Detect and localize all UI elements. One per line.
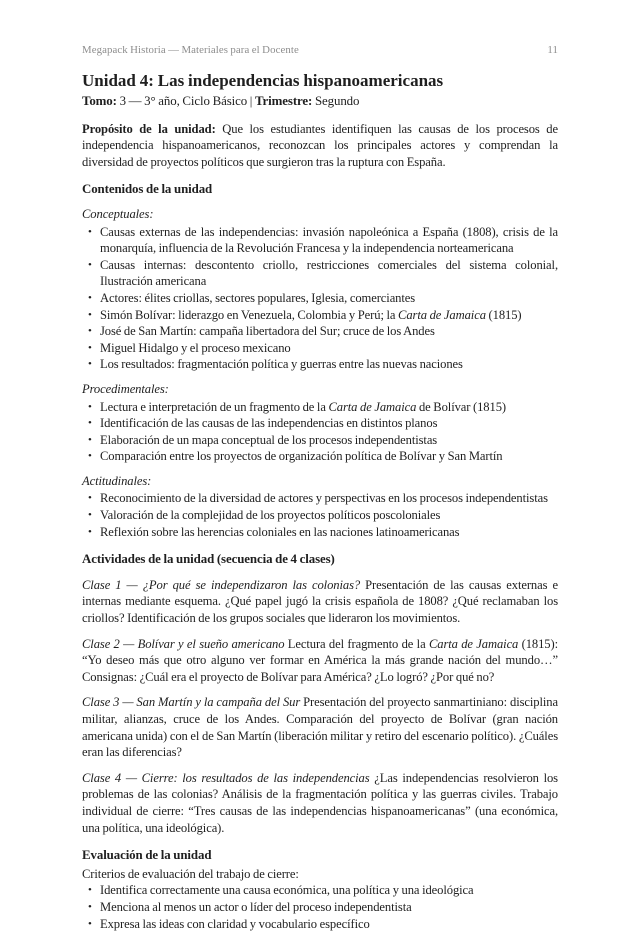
bullet-text	[100, 324, 435, 338]
bullet-icon: •	[88, 433, 92, 446]
bullet-text	[100, 258, 558, 289]
italic-text-run: Clase 4 — Cierre: los resultados de las independencias	[82, 770, 370, 785]
bullet-item	[82, 257, 558, 290]
bullet-item	[82, 290, 558, 307]
content-group-conceptuales	[82, 206, 558, 373]
bullet-item	[82, 899, 558, 916]
bullet-item	[82, 399, 558, 416]
bullet-item	[82, 507, 558, 524]
text-run: ¿Las independencias resolvieron los problemas de las colonias? Análisis de la fragmentación política y las guerras civiles. Trabajo individual de cierre: “Tres causas de las independencias hispanoamericanas” (una económica, una política, una ideológica).	[82, 770, 558, 835]
section-heading-actividades: Actividades de la unidad (secuencia de 4 clases)	[82, 552, 335, 567]
text-run: Reflexión sobre las herencias coloniales en las naciones latinoamericanas	[100, 524, 460, 539]
italic-text-run: Carta de Jamaica	[328, 399, 417, 414]
bullet-icon: •	[88, 492, 92, 505]
text-run: Actores: élites criollas, sectores populares, Iglesia, comerciantes	[100, 290, 416, 305]
bullet-icon: •	[88, 258, 92, 271]
bullet-item	[82, 340, 558, 357]
bullet-icon: •	[88, 884, 92, 897]
bullet-icon: •	[88, 509, 92, 522]
text-run: Identificación de las causas de las independencias en distintos planos	[100, 416, 438, 431]
bullet-icon: •	[88, 325, 92, 338]
bullet-text	[100, 508, 440, 522]
bullet-item	[82, 415, 558, 432]
group-label-actitudinales: Actitudinales:	[82, 473, 152, 488]
bullet-item	[82, 432, 558, 449]
bold-text-run: Trimestre:	[255, 94, 313, 108]
bold-text-run: Tomo:	[82, 94, 117, 108]
bullet-icon: •	[88, 450, 92, 463]
bullet-item	[82, 882, 558, 899]
text-run: (1815): “Yo deseo más que otro alguno ver formar en América la más grande nación del mundo…” Consignas: ¿Cuál era el proyecto de Bolívar para América? ¿Lo logró? ¿Por qué no?	[82, 636, 559, 684]
bullet-text	[100, 341, 291, 355]
text-run: de Bolívar (1815)	[416, 399, 506, 414]
actitudinales-list	[82, 490, 558, 540]
bullet-item	[82, 307, 558, 324]
clase-1-paragraph	[82, 577, 558, 627]
bullet-text	[100, 291, 415, 305]
group-label-procedimentales: Procedimentales:	[82, 381, 169, 396]
unit-purpose	[82, 121, 558, 171]
bold-text-run: Propósito de la unidad:	[82, 121, 216, 136]
bullet-text: Identifica correctamente una causa económica, una política y una ideológica	[100, 883, 474, 898]
bullet-text	[100, 357, 463, 371]
bullet-text: Expresa las ideas con claridad y vocabulario específico	[100, 916, 370, 931]
text-run: Reconocimiento de la diversidad de actores y perspectivas en los procesos independentistas	[100, 491, 548, 506]
bullet-text	[100, 416, 437, 430]
bullet-text	[100, 491, 548, 505]
bullet-text	[100, 225, 558, 256]
procedimentales-list	[82, 399, 558, 465]
bullet-text: Menciona al menos un actor o líder del proceso independentista	[100, 899, 412, 914]
bullet-item	[82, 524, 558, 541]
section-heading-evaluacion: Evaluación de la unidad	[82, 848, 212, 863]
text-run: Causas internas: descontento criollo, restricciones comerciales del sistema colonial, Ilustración americana	[100, 257, 558, 289]
italic-text-run: Carta de Jamaica	[428, 636, 519, 651]
running-header	[82, 44, 558, 57]
page-number: 11	[547, 44, 558, 56]
running-header-title: Megapack Historia — Materiales para el Docente	[82, 44, 299, 56]
text-run: Comparación entre los proyectos de organización política de Bolívar y San Martín	[100, 449, 503, 464]
clase-2-paragraph	[82, 636, 558, 686]
text-run: Los resultados: fragmentación política y guerras entre las nuevas naciones	[100, 357, 463, 372]
bullet-item	[82, 224, 558, 257]
text-run: Elaboración de un mapa conceptual de los procesos independentistas	[100, 432, 438, 447]
bullet-icon: •	[88, 341, 92, 354]
bullet-icon: •	[88, 417, 92, 430]
section-heading-contenidos: Contenidos de la unidad	[82, 182, 213, 197]
bullet-text	[100, 400, 506, 414]
bullet-text	[100, 308, 522, 322]
text-run: Lectura e interpretación de un fragmento de la	[100, 399, 329, 414]
text-run: Lectura del fragmento de la	[284, 636, 429, 651]
content-group-actitudinales	[82, 473, 558, 540]
bullet-item	[82, 323, 558, 340]
italic-text-run: Carta de Jamaica	[398, 307, 486, 322]
clase-4-paragraph	[82, 770, 558, 836]
text-run: Causas externas de las independencias: invasión napoleónica a España (1808), crisis de la monarquía, influencia de la Revolución Francesa y la independencia norteamericana	[100, 224, 558, 256]
text-run: Presentación del proyecto sanmartiniano: disciplina militar, alianzas, cruce de los Andes. Comparación del proyecto de Bolívar (gran nación americana unida) con el de San Martín (liberación militar y retiro del escenario político). ¿Cuáles eran las diferencias?	[82, 695, 558, 760]
bullet-item	[82, 356, 558, 373]
bullet-icon: •	[88, 291, 92, 304]
text-run: Miguel Hidalgo y el proceso mexicano	[100, 340, 291, 355]
bullet-item	[82, 490, 558, 507]
bullet-item	[82, 448, 558, 465]
page-title: Unidad 4: Las independencias hispanoamericanas	[82, 71, 444, 90]
content-group-procedimentales	[82, 381, 558, 465]
group-label-conceptuales: Conceptuales:	[82, 206, 154, 221]
bullet-text	[100, 433, 437, 447]
text-run: Presentación de las causas externas e internas mediante esquema. ¿Qué papel jugó la crisis española de 1808? ¿Qué reclamaban los criollos? Identificación de los grupos sociales que lideraron los movimientos.	[82, 577, 558, 626]
bullet-icon: •	[88, 900, 92, 913]
bullet-icon: •	[88, 225, 92, 238]
text-run: Segundo	[312, 94, 360, 108]
text-run: Simón Bolívar: liderazgo en Venezuela, Colombia y Perú; la	[100, 307, 399, 322]
text-run: 3 — 3° año, Ciclo Básico |	[116, 94, 255, 108]
unit-meta	[82, 93, 558, 110]
evaluation-criteria-list	[82, 882, 558, 932]
conceptuales-list	[82, 224, 558, 373]
text-run: Que los estudiantes identifiquen las causas de los procesos de independencia hispanoamericanos, reconozcan los principales actores y comprendan la diversidad de proyectos políticos que surgieron tras la ruptura con España.	[82, 121, 558, 169]
bullet-icon: •	[88, 358, 92, 371]
italic-text-run: Clase 1 — ¿Por qué se independizaron las colonias?	[82, 577, 361, 592]
bullet-icon: •	[88, 308, 92, 321]
text-run: Valoración de la complejidad de los proyectos políticos poscoloniales	[100, 508, 441, 523]
clase-3-paragraph	[82, 694, 558, 760]
italic-text-run: Clase 3 — San Martín y la campaña del Sur	[82, 695, 301, 710]
bullet-text	[100, 525, 459, 539]
evaluation-criteria-intro: Criterios de evaluación del trabajo de cierre:	[82, 866, 299, 881]
text-run: (1815)	[485, 307, 522, 322]
italic-text-run: Clase 2 — Bolívar y el sueño americano	[82, 636, 285, 651]
bullet-icon: •	[88, 400, 92, 413]
bullet-text	[100, 449, 503, 463]
bullet-icon: •	[88, 525, 92, 538]
bullet-item	[82, 916, 558, 932]
bullet-icon: •	[88, 917, 92, 930]
text-run: José de San Martín: campaña libertadora del Sur; cruce de los Andes	[100, 324, 435, 339]
